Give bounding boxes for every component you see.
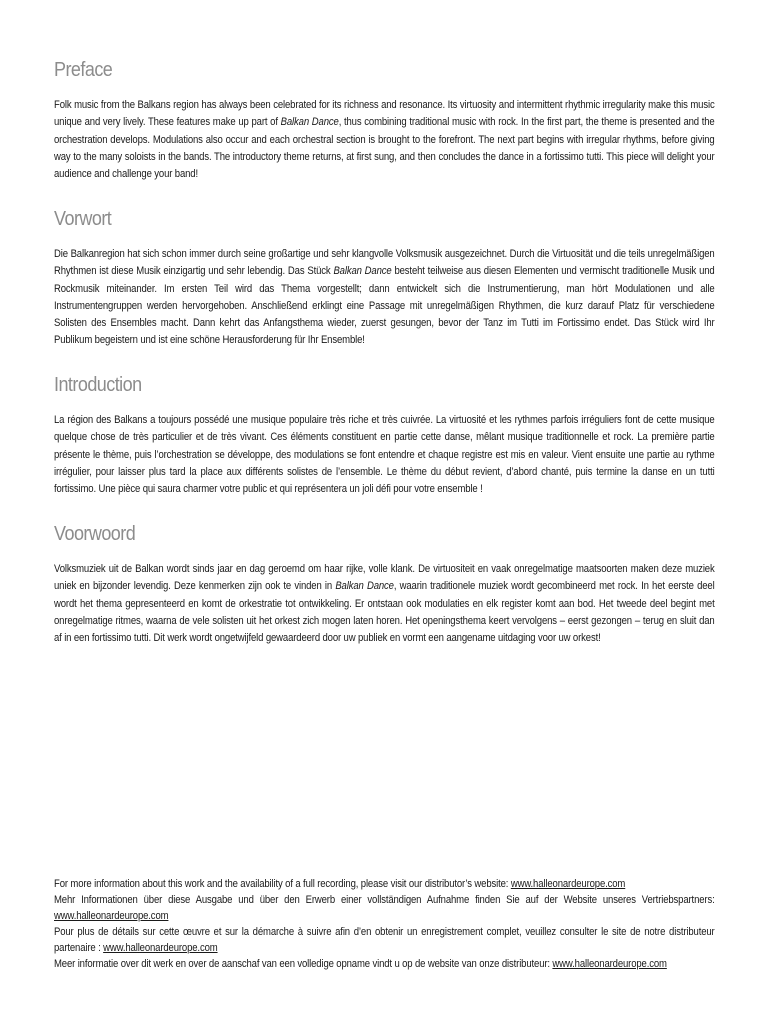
introduction-heading: Introduction <box>54 374 142 396</box>
footer-dutch-text: Meer informatie over dit werk en over de aanschaf van een volledige opname vindt u op de website van onze distributeur: <box>54 958 553 970</box>
footer-german <box>54 892 715 924</box>
vorwort-paragraph <box>54 246 715 350</box>
footer-english-text: For more information about this work and the availability of a full recording, please visit our distributor’s website: <box>54 878 511 890</box>
distributor-info <box>54 876 715 972</box>
footer-french <box>54 924 715 956</box>
footer-english <box>54 876 715 892</box>
preface-work-title: Balkan Dance <box>280 116 339 129</box>
preface-text-1: Folk music from the Balkans region has always been celebrated for its richness and resonance. Its virtuosity and intermittent rhythmic irregularity make this music unique and very lively. These features make up part of <box>54 99 715 129</box>
distributor-link-english[interactable]: www.halleonardeurope.com <box>510 878 626 890</box>
voorwoord-work-title: Balkan Dance <box>335 580 394 593</box>
preface-paragraph <box>54 97 715 183</box>
distributor-link-french[interactable]: www.halleonardeurope.com <box>103 942 218 954</box>
vorwort-text-1: Die Balkanregion hat sich schon immer durch seine großartige und sehr klangvolle Volksmusik ausgezeichnet. Durch die Virtuosität und die teils unregelmäßigen Rhythmen ist diese Musik einzigartig und sehr lebendig. Das Stück <box>54 248 715 278</box>
document-page <box>54 0 714 1024</box>
introduction-section <box>54 373 715 496</box>
distributor-link-dutch[interactable]: www.halleonardeurope.com <box>552 958 667 970</box>
voorwoord-heading: Voorwoord <box>54 523 136 545</box>
footer-dutch <box>54 956 715 972</box>
voorwoord-text-1: Volksmuziek uit de Balkan wordt sinds jaar en dag geroemd om haar rijke, volle klank. De virtuositeit en vaak onregelmatige maatsoorten maken deze muziek uniek en bijzonder levendig. Deze kenmerken zijn ook te vinden in <box>54 563 715 593</box>
footer-french-text: Pour plus de détails sur cette œuvre et sur la démarche à suivre afin d’en obtenir un enregistrement complet, veuillez consulter le site de notre distributeur partenaire : <box>54 926 715 954</box>
vorwort-work-title: Balkan Dance <box>333 265 392 278</box>
footer-german-text: Mehr Informationen über diese Ausgabe und über den Erwerb einer vollständigen Aufnahme finden Sie auf der Website unseres Vertriebspartners: <box>54 894 715 906</box>
preface-section <box>54 58 715 181</box>
voorwoord-paragraph <box>54 561 715 647</box>
preface-heading: Preface <box>54 59 113 81</box>
preface-text-2: , thus combining traditional music with rock. In the first part, the theme is presented and the orchestration develops. Modulations also occur and each orchestral section is brought to the forefront. The next part begins with irregular rhythms, before giving way to the many soloists in the bands. The introductory theme returns, at first sung, and then concludes the dance in a fortissimo tutti. This piece will delight your audience and challenge your band! <box>54 116 715 181</box>
introduction-paragraph: La région des Balkans a toujours possédé une musique populaire très riche et très cuivrée. La virtuosité et les rythmes parfois irréguliers font de cette musique quelque chose de très particulier et de très vivant. Ces éléments constituent en partie cette danse, mêlant musique traditionnelle et rock. La première partie présente le thème, puis l’orchestration se développe, des modulations se font entendre et chaque registre est mis en valeur. Vient ensuite une partie au rythme irrégulier, pour laisser plus tard la place aux différents solistes de l’ensemble. Le thème du début revient, d’abord chanté, puis termine la danse en un tutti fortissimo. Une pièce qui saura charmer votre public et qui représentera un joli défi pour votre ensemble ! <box>54 414 715 496</box>
voorwoord-text-2: , waarin traditionele muziek wordt gecombineerd met rock. In het eerste deel wordt het thema gepresenteerd en komt de orkestratie tot ontwikkeling. Er ontstaan ook modulaties en elk register komt aan bod. Het tweede deel begint met onregelmatige ritmes, waarna de vele solisten uit het orkest zich mogen laten horen. Het openingsthema keert vervolgens – eerst gezongen – terug en sluit dan af in een fortissimo tutti. Dit werk wordt ongetwijfeld gewaardeerd door uw publiek en vormt een aangename uitdaging voor uw orkest! <box>54 580 715 645</box>
vorwort-heading: Vorwort <box>54 208 112 230</box>
distributor-link-german[interactable]: www.halleonardeurope.com <box>54 910 169 922</box>
vorwort-section <box>54 207 715 347</box>
vorwort-text-2: besteht teilweise aus diesen Elementen und vermischt traditionelle Musik und Rockmusik miteinander. Im ersten Teil wird das Thema vorgestellt; dann entwickelt sich die Instrumentierung, man hört Modulationen und alle Instrumentengruppen werden hervorgehoben. Anschließend erklingt eine Passage mit unregelmäßigen Rhythmen, die kurz darauf Platz für verschiedene Solisten des Ensembles macht. Dann kehrt das Anfangsthema wieder, zuerst gesungen, bevor der Tanz im Tutti im Fortissimo endet. Das Stück wird Ihr Publikum begeistern und ist eine schöne Herausforderung für Ihr Ensemble! <box>54 265 715 347</box>
voorwoord-section <box>54 522 715 645</box>
